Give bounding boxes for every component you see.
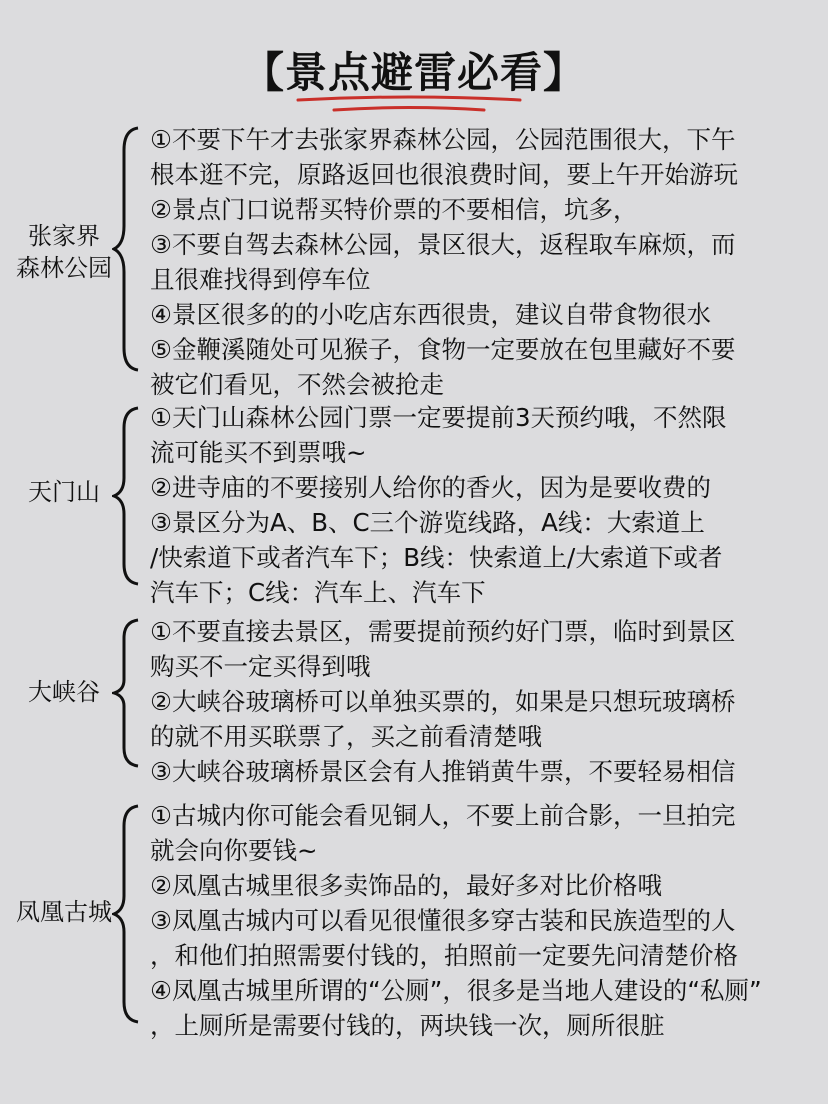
tip-text: ，和他们 [150, 941, 248, 970]
tip-text: 公园，景区很大，返程取车麻烦，而 [343, 230, 736, 259]
tip-line [150, 754, 820, 789]
tip-text: /快索道下或者汽车下；B线：快索道上/大索道下或者 [150, 543, 723, 572]
tip-text: 拍照前一定要先问清楚价格 [444, 941, 738, 970]
tip-line [150, 973, 820, 1008]
tip-line [150, 868, 820, 903]
highlighted-text: 不要自驾去森林 [171, 230, 344, 259]
tip-text: ③ [150, 230, 172, 259]
tip-text: 临时到景区 [612, 617, 736, 646]
tip-text: ④凤凰古城里所谓的“公厕”，很多是当地人建设的“私厕” [150, 976, 762, 1005]
tip-lines [150, 614, 820, 789]
tip-line [150, 400, 820, 435]
tip-line [150, 505, 820, 540]
tip-line [150, 1008, 820, 1043]
tip-line [150, 332, 820, 367]
tip-text: ①天门山森林公园门票一定要 [150, 403, 466, 432]
tip-line [150, 540, 820, 575]
tip-line [150, 938, 820, 973]
brace-icon [112, 618, 142, 768]
section-label [6, 220, 122, 284]
brace-icon [112, 804, 142, 1024]
tip-text: 好不要 [661, 335, 736, 364]
tip-line [150, 833, 820, 868]
tip-lines [150, 122, 820, 402]
highlighted-text: 铜人， [392, 801, 466, 830]
title-underline [294, 92, 524, 114]
tip-line [150, 798, 820, 833]
tip-text: ，一旦拍完 [612, 801, 736, 830]
brace-icon [112, 406, 142, 586]
tip-text: 购买不一定买得到哦 [150, 652, 371, 681]
section-label [6, 476, 122, 508]
tip-text: ②大峡谷玻璃桥可以单独买票的，如果是只想玩玻璃桥 [150, 687, 736, 716]
tip-line [150, 649, 820, 684]
tip-text: ②景点门口说帮买特价票的不要相信，坑多， [150, 195, 638, 224]
tip-line [150, 122, 820, 157]
tip-text: ④景区很多的的小吃店东西很贵，建议自带食物很水 [150, 300, 711, 329]
page-title: 【景点避雷必看】 [241, 48, 586, 97]
tip-line [150, 575, 820, 610]
tip-line [150, 367, 820, 402]
tip-text: 流可能买不到票哦~ [150, 438, 367, 467]
tip-text: ①不要直接去景区，需要 [150, 617, 417, 646]
highlighted-text: 食物一定要放在包里藏 [416, 335, 662, 364]
tip-line [150, 297, 820, 332]
tip-text: 被它们看见，不然会被抢走 [150, 370, 444, 399]
tip-line [150, 227, 820, 262]
tip-text: ，上厕所是需要付钱的，两块钱一次，厕所很脏 [150, 1011, 665, 1040]
highlighted-text: 提前3天预约 [465, 403, 605, 432]
highlighted-text: 多穿古装和民族造型的人 [465, 906, 736, 935]
tip-text: ③凤凰古城内可以看见很懂很 [150, 906, 466, 935]
tip-text: ①不要下午才去张家界森林公园，公园范围很大，下午 [150, 125, 736, 154]
highlighted-text: 不要上前合影 [465, 801, 613, 830]
tip-text: ①古城内你可能会看见 [150, 801, 393, 830]
tip-text: 汽车下；C线：汽车上、汽车下 [150, 578, 486, 607]
label-line: 森林公园 [16, 254, 112, 282]
tip-text: ③景区分为A、B、C三个游览线路，A线：大索道上 [150, 508, 705, 537]
tip-text: ②进寺庙的不要接别人给你的香火，因为是要收费的 [150, 473, 711, 502]
highlighted-text: 要上午开始游玩 [566, 160, 738, 189]
tip-line [150, 903, 820, 938]
tip-lines [150, 798, 820, 1043]
tip-lines [150, 400, 820, 610]
tip-line [150, 435, 820, 470]
tip-line [150, 157, 820, 192]
tip-line [150, 192, 820, 227]
tip-text: 的就不用买联票了，买之前看清楚哦 [150, 722, 542, 751]
section-label [6, 896, 122, 928]
tip-line [150, 262, 820, 297]
tip-text: ③大峡谷玻璃桥景区会有人推销黄牛票，不要轻易相信 [150, 757, 736, 786]
tip-text: 就会向你要钱~ [150, 836, 318, 865]
tip-text: 根本逛不完，原路返回也很浪费时间， [150, 160, 567, 189]
tip-line [150, 470, 820, 505]
highlighted-text: 拍照需要付钱的， [248, 941, 444, 970]
brace-icon [112, 126, 142, 372]
label-line: 张家界 [28, 222, 100, 250]
highlighted-text: 提前预约好门票， [416, 617, 613, 646]
tip-line [150, 684, 820, 719]
label-line: 大峡谷 [28, 678, 100, 706]
section-label [6, 676, 122, 708]
tip-text: ②凤凰古城里很多卖饰品的，最好多对比价格哦 [150, 871, 662, 900]
label-line: 凤凰古城 [16, 898, 112, 926]
tip-line [150, 614, 820, 649]
tip-line [150, 719, 820, 754]
tip-text: 哦，不然限 [604, 403, 727, 432]
tip-text: 且很难找得到停车位 [150, 265, 371, 294]
tip-text: ⑤金鞭溪随处可见猴子， [150, 335, 417, 364]
label-line: 天门山 [28, 478, 100, 506]
